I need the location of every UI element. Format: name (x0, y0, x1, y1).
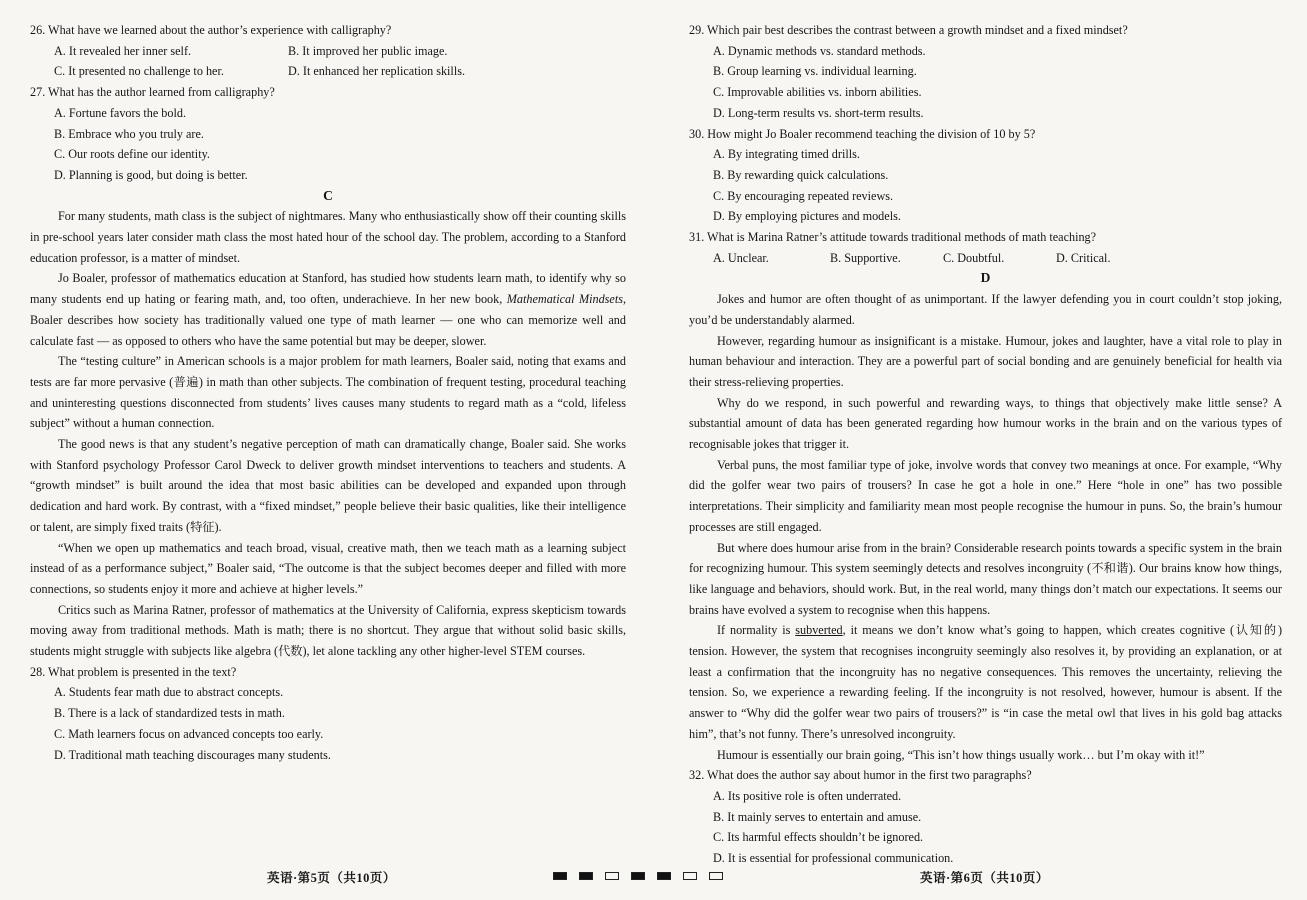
page-marker-strip (553, 872, 723, 880)
passage-d-para-3: Why do we respond, in such powerful and rewarding ways, to things that objectively make little sense? A substantial amount of data has been generated regarding how humour works in the brain and on the various types of recognisable jokes that trigger it. (689, 395, 1282, 452)
underlined-word: subverted (795, 623, 843, 638)
book-title: Mathematical Mindsets (506, 292, 623, 307)
q26-option-b: B. It improved her public image. (288, 43, 448, 58)
q26-option-d: D. It enhanced her replication skills. (288, 64, 465, 79)
question-29-stem: 29. Which pair best describes the contrast between a growth mindset and a fixed mindset? (689, 23, 1128, 37)
question-32-stem: 32. What does the author say about humor in the first two paragraphs? (689, 768, 1032, 783)
q26-option-c: C. It presented no challenge to her. (54, 64, 224, 79)
page-footer-left: 英语·第5页（共10页） (267, 871, 396, 885)
passage-d-para-5: But where does humour arise from in the brain? Considerable research points towards a specific system in the brain for recognizing humour. This system seemingly detects and resolves incongruity (不和谐). Our brains know how things, like language and behaviors, should work. But, in the real world, many things don’t match our expectations. It seems our brains have evolved a system to recognise when this happens. (689, 540, 1282, 617)
question-26-options-row1 (54, 41, 626, 62)
passage-c-para-3: The “testing culture” in American schools is a major problem for math learners, Boaler said, noting that exams and tests are far more pervasive (普遍) in math than other subjects. The combination of frequent testing, procedural teaching and uninteresting questions disconnected from students’ lives causes many students to regard math as a “cold, lifeless subject” without a human connection. (30, 354, 626, 431)
page-footer-right: 英语·第6页（共10页） (920, 871, 1049, 885)
question-27-stem: 27. What has the author learned from calligraphy? (30, 85, 275, 100)
q29-option-a: A. Dynamic methods vs. standard methods. (713, 43, 926, 58)
passage-d-para-6 (689, 620, 1282, 744)
section-d-heading: D (980, 270, 991, 286)
q28-option-d: D. Traditional math teaching discourages many students. (54, 747, 331, 762)
passage-d-para-6-start: If normality is (717, 623, 796, 638)
question-30-stem: 30. How might Jo Boaler recommend teaching the division of 10 by 5? (689, 126, 1036, 141)
page-marker-5 (657, 872, 671, 880)
section-c-heading: C (323, 187, 333, 203)
passage-c-para-2 (30, 268, 626, 351)
page-marker-4 (631, 872, 645, 880)
q32-option-a: A. Its positive role is often underrated. (713, 789, 902, 803)
q30-option-a: A. By integrating timed drills. (713, 147, 860, 162)
q28-option-b: B. There is a lack of standardized tests in math. (54, 706, 285, 721)
q28-option-c: C. Math learners focus on advanced concepts too early. (54, 726, 324, 741)
q26-option-a: A. It revealed her inner self. (54, 43, 192, 58)
page-marker-6 (683, 872, 697, 880)
q27-option-b: B. Embrace who you truly are. (54, 126, 204, 141)
q32-option-b: B. It mainly serves to entertain and amuse. (713, 809, 922, 824)
passage-d-para-1: Jokes and humor are often thought of as unimportant. If the lawyer defending you in court couldn’t stop joking, you’d be understandably alarmed. (689, 292, 1282, 327)
q28-option-a: A. Students fear math due to abstract concepts. (54, 685, 284, 700)
q30-option-c: C. By encouraging repeated reviews. (713, 188, 894, 203)
passage-d-para-2: However, regarding humour as insignificant is a mistake. Humour, jokes and laughter, have a vital role to play in human behaviour and interaction. They are a powerful part of social bonding and are genuinely beneficial for health via their stress-relieving properties. (689, 333, 1282, 389)
q31-option-b: B. Supportive. (830, 250, 901, 265)
left-page (30, 20, 626, 765)
q31-option-d: D. Critical. (1056, 250, 1111, 265)
q30-option-b: B. By rewarding quick calculations. (713, 167, 889, 182)
passage-c-para-4: The good news is that any student’s negative perception of math can dramatically change, Boaler said. She works with Stanford psychology Professor Carol Dweck to deliver growth mindset interventions to teachers and students. A “growth mindset” is built around the idea that most basic abilities can be developed and expanded upon through dedication and hard work. By contrast, with a “fixed mindset,” people believe their basic qualities, like their intelligence or talent, are simply fixed traits (特征). (30, 437, 626, 534)
page-marker-3 (605, 872, 619, 880)
passage-d-para-7: Humour is essentially our brain going, “This isn’t how things usually work… but I’m okay with it!” (717, 747, 1205, 762)
passage-c-para-2-text: Jo Boaler, professor of mathematics education at Stanford, has studied how students learn math, to identify why so many students end up hating or fearing math, and, too often, underachieve. In her new book, (30, 271, 626, 307)
q31-option-a: A. Unclear. (713, 250, 769, 265)
question-31-stem: 31. What is Marina Ratner’s attitude towards traditional methods of math teaching? (689, 230, 1097, 245)
question-26-stem: 26. What have we learned about the author’s experience with calligraphy? (30, 23, 392, 37)
passage-d-para-4: Verbal puns, the most familiar type of joke, involve words that convey two meanings at once. For example, “Why did the golfer wear two pairs of trousers? In case he got a hole in one.” Here “hole in one” has two possible interpretations. Their simplicity and familiarity mean most people recognise the humour in puns. So, the brain’s humour processes are still engaged. (689, 457, 1282, 534)
question-31-options-row (713, 248, 1282, 269)
q27-option-c: C. Our roots define our identity. (54, 147, 210, 162)
page-marker-1 (553, 872, 567, 880)
passage-d-para-6-rest: , it means we don’t know what’s going to happen, which creates cognitive (认知的) tension. However, the system that recognises incongruity seemingly also resolves it, by providing an explanation, or at least a confirmation that the incongruity has no negative consequences. This removes the uncertainty, relieving the tension. So, we experience a rewarding feeling. If the incongruity is not resolved, however, humour is absent. If the answer to “Why did the golfer wear two pairs of trousers?” is “in case the metal owl that lives in his gold bag attacks him”, that’s not funny. There’s unresolved incongruity. (689, 623, 1282, 741)
q31-option-c: C. Doubtful. (943, 250, 1005, 265)
q29-option-d: D. Long-term results vs. short-term results. (713, 105, 924, 120)
page-marker-7 (709, 872, 723, 880)
q29-option-b: B. Group learning vs. individual learning. (713, 64, 917, 79)
passage-c-para-2-rest: , Boaler describes how society has traditionally valued one type of math learner — one who can memorize well and calculate fast — as opposed to others who have the same potential but may be deeper, slower. (30, 292, 627, 348)
question-28-stem: 28. What problem is presented in the text? (30, 664, 237, 679)
page-marker-2 (579, 872, 593, 880)
q32-option-d: D. It is essential for professional communication. (713, 851, 954, 866)
passage-c-para-5: “When we open up mathematics and teach broad, visual, creative math, then we teach math as a learning subject instead of as a performance subject,” Boaler said, “The outcome is that the subject becomes deeper and filled with more connections, so students enjoy it more and achieve at higher levels.” (30, 540, 626, 596)
right-page (689, 20, 1282, 869)
q30-option-d: D. By employing pictures and models. (713, 209, 901, 224)
q27-option-a: A. Fortune favors the bold. (54, 105, 187, 120)
passage-c-para-6: Critics such as Marina Ratner, professor of mathematics at the University of California, express skepticism towards moving away from traditional methods. Math is math; there is no shortcut. They argue that without solid basic skills, students might struggle with subjects like algebra (代数), let alone tackling any other higher-level STEM courses. (30, 602, 626, 659)
q32-option-c: C. Its harmful effects shouldn’t be ignored. (713, 830, 924, 845)
q27-option-d: D. Planning is good, but doing is better. (54, 167, 248, 182)
question-26-options-row2 (54, 61, 626, 82)
passage-c-para-1: For many students, math class is the subject of nightmares. Many who enthusiastically show off their counting skills in pre-school years later consider math class the most hated hour of the school day. The problem, according to a Stanford education professor, is a matter of mindset. (30, 209, 626, 265)
q29-option-c: C. Improvable abilities vs. inborn abilities. (713, 85, 922, 100)
